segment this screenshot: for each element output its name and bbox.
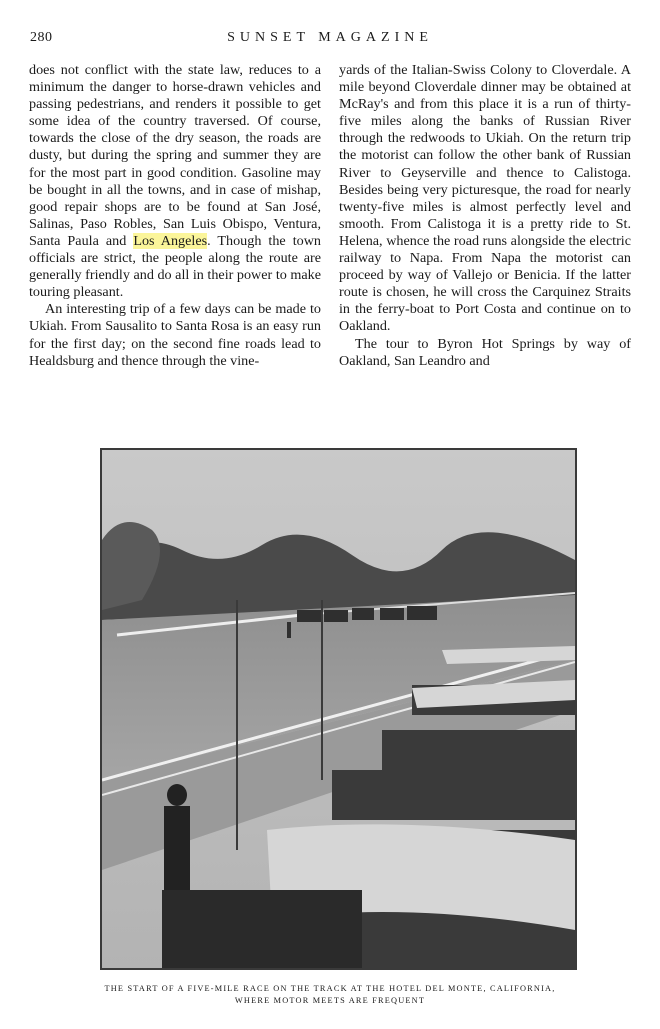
photo-illustration <box>102 450 575 968</box>
paragraph: yards of the Italian-Swiss Colony to Cloverdale. A mile beyond Cloverdale dinner may be obtained at McRay's and from this place it is a run of thirty-five miles along the banks of Russian River through the redwoods to Ukiah. On the return trip the motorist can follow the other bank of Russian River to Geyserville and thence to Calistoga. Besides being very picturesque, the road for nearly twenty-five miles is almost perfectly level and smooth. From Calistoga it is a pretty ride to St. Helena, whence the road runs alongside the electric railway to Napa. From Napa the motorist can proceed by way of Vallejo or Benicia. If the latter route is chosen, he will cross the Carquinez Straits in the ferry-boat to Port Costa and continue on to Oakland. <box>339 62 631 335</box>
caption-line: WHERE MOTOR MEETS ARE FREQUENT <box>234 995 426 1005</box>
paragraph-text: . Though the town officials are strict, the people along the route are generally friendly and do all in their power to make touring pleasant. <box>29 232 321 301</box>
paragraph: An interesting trip of a few days can be made to Ukiah. From Sausalito to Santa Rosa is an easy run for the first day; on the second fine roads lead to Healdsburg and thence through the vine- <box>29 301 321 369</box>
paragraph-text: does not conflict with the state law, reduces to a minimum the danger to horse-drawn vehicles and passing pedestrians, and renders it possible to get some idea of the country traversed. Of course, towards the close of the dry season, the roads are dusty, but during the spring and summer they are for the most part in good condition. Gasoline may be bought in all the towns, and in case of mishap, good repair shops are to be found at San José, Salinas, Paso Robles, San Luis Obispo, Ventura, Santa Paula and <box>29 62 321 249</box>
page-number: 280 <box>30 30 53 45</box>
paragraph <box>29 62 321 301</box>
left-column <box>29 62 321 436</box>
caption-line: THE START OF A FIVE-MILE RACE ON THE TRACK AT THE HOTEL DEL MONTE, CALIFORNIA, <box>104 984 556 993</box>
race-photograph <box>100 448 577 970</box>
magazine-title: SUNSET MAGAZINE <box>227 30 433 45</box>
highlighted-text[interactable]: Los Angeles <box>133 232 208 249</box>
paragraph: The tour to Byron Hot Springs by way of Oakland, San Leandro and <box>339 335 631 369</box>
photo-caption <box>60 983 600 1006</box>
article-body <box>29 62 631 436</box>
right-column <box>339 62 631 436</box>
